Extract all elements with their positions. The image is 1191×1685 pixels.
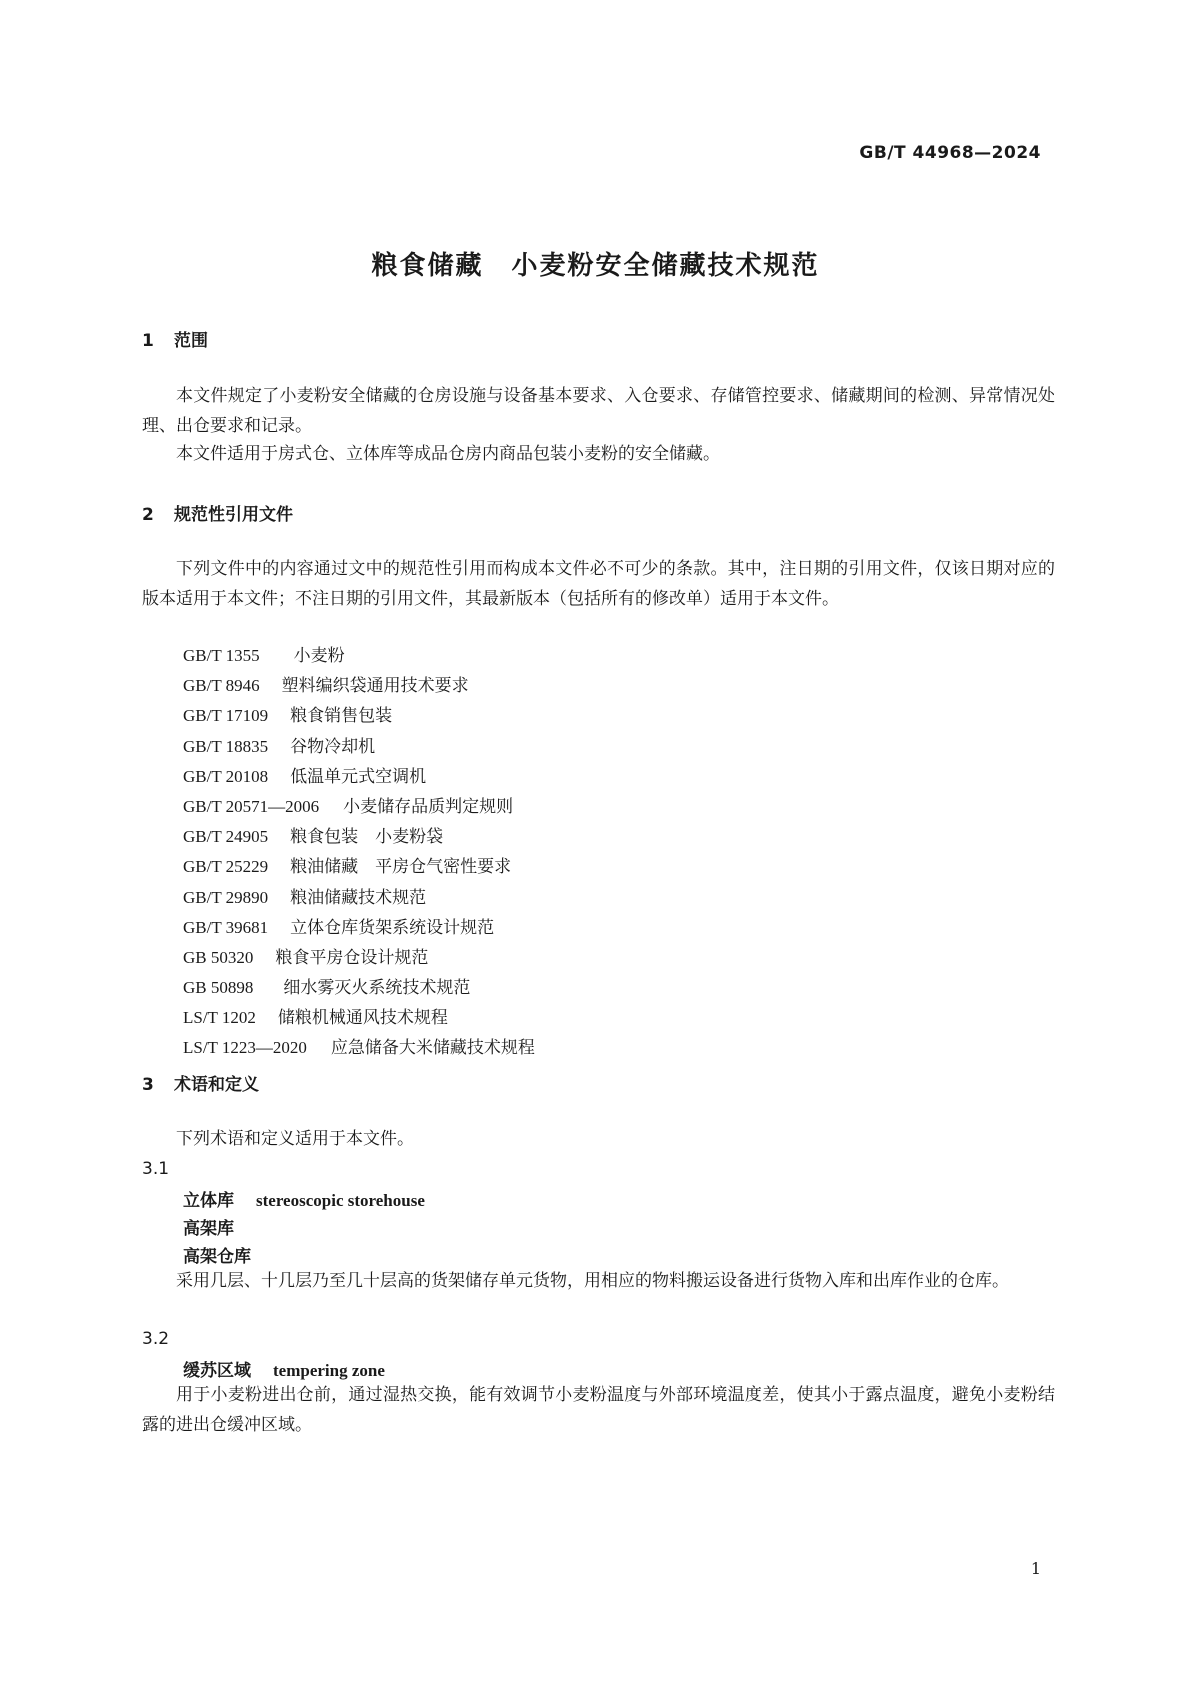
term-chinese: 立体库 — [183, 1191, 234, 1211]
document-title: 粮食储藏 小麦粉安全储藏技术规范 — [371, 251, 820, 281]
reference-code: GB/T 18835 — [183, 736, 269, 756]
reference-code: GB/T 39681 — [183, 917, 269, 937]
term-chinese: 缓苏区域 — [183, 1361, 251, 1381]
reference-item — [183, 641, 535, 671]
reference-item — [183, 732, 535, 762]
term-entry — [183, 1186, 425, 1211]
reference-item — [183, 913, 535, 943]
reference-title: 粮食销售包装 — [290, 706, 393, 727]
reference-title: 粮油储藏 平房仓气密性要求 — [290, 857, 512, 878]
term-english: tempering zone — [273, 1361, 385, 1380]
terms-intro: 下列术语和定义适用于本文件。 — [176, 1129, 414, 1149]
reference-title: 粮食包装 小麦粉袋 — [290, 827, 444, 848]
term-number: 3.1 — [142, 1159, 170, 1179]
reference-code: GB/T 20108 — [183, 766, 269, 786]
reference-title: 粮食平房仓设计规范 — [275, 947, 429, 968]
reference-title: 低温单元式空调机 — [290, 766, 427, 787]
reference-title: 粮油储藏技术规范 — [290, 887, 427, 908]
reference-item — [183, 943, 535, 973]
reference-item — [183, 792, 535, 822]
reference-title: 储粮机械通风技术规程 — [277, 1008, 448, 1029]
reference-code: GB/T 1355 — [183, 646, 260, 665]
standard-number: GB/T 44968—2024 — [859, 143, 1041, 163]
section-title: 规范性引用文件 — [174, 505, 293, 525]
section-title: 范围 — [174, 331, 208, 351]
term-synonym: 高架库 — [183, 1219, 234, 1239]
reference-item — [183, 852, 535, 882]
reference-code: GB/T 24905 — [183, 827, 269, 847]
reference-item — [183, 762, 535, 792]
reference-code: GB 50898 — [183, 978, 254, 998]
reference-title: 立体仓库货架系统设计规范 — [290, 917, 495, 938]
reference-list — [183, 641, 535, 1064]
reference-title: 小麦储存品质判定规则 — [343, 796, 514, 817]
reference-title: 塑料编织袋通用技术要求 — [281, 676, 469, 697]
reference-code: GB/T 29890 — [183, 887, 269, 907]
reference-code: LS/T 1223—2020 — [183, 1038, 307, 1058]
reference-item — [183, 883, 535, 913]
normative-refs-intro: 下列文件中的内容通过文中的规范性引用而构成本文件必不可少的条款。其中，注日期的引用文件，仅该日期对应的版本适用于本文件；不注日期的引用文件，其最新版本（包括所有的修改单）适用于本文件。 — [142, 559, 1055, 609]
section-3-heading — [142, 1070, 259, 1095]
term-english: stereoscopic storehouse — [256, 1191, 425, 1210]
reference-item — [183, 973, 535, 1003]
term-synonym: 高架仓库 — [183, 1247, 251, 1267]
scope-paragraph-1: 本文件规定了小麦粉安全储藏的仓房设施与设备基本要求、入仓要求、存储管控要求、储藏期间的检测、异常情况处理、出仓要求和记录。 — [142, 386, 1055, 436]
reference-item — [183, 671, 535, 701]
section-2-heading — [142, 500, 293, 525]
reference-item — [183, 822, 535, 852]
reference-title: 小麦粉 — [293, 646, 345, 666]
reference-code: GB/T 25229 — [183, 857, 269, 877]
reference-code: GB/T 20571—2006 — [183, 796, 320, 816]
reference-code: LS/T 1202 — [183, 1008, 256, 1028]
term-definition: 采用几层、十几层乃至几十层高的货架储存单元货物，用相应的物料搬运设备进行货物入库和出库作业的仓库。 — [176, 1271, 1009, 1291]
reference-title: 应急储备大米储藏技术规程 — [330, 1038, 535, 1059]
reference-item — [183, 1033, 535, 1063]
reference-code: GB/T 17109 — [183, 706, 269, 726]
section-title: 术语和定义 — [174, 1075, 259, 1095]
term-definition: 用于小麦粉进出仓前，通过湿热交换，能有效调节小麦粉温度与外部环境温度差，使其小于露点温度，避免小麦粉结露的进出仓缓冲区域。 — [142, 1385, 1055, 1435]
reference-title: 细水雾灭火系统技术规范 — [283, 978, 471, 999]
reference-item — [183, 701, 535, 731]
scope-paragraph-2: 本文件适用于房式仓、立体库等成品仓房内商品包装小麦粉的安全储藏。 — [176, 444, 720, 464]
page-number: 1 — [1030, 1559, 1041, 1578]
section-number: 3 — [142, 1075, 154, 1095]
reference-item — [183, 1003, 535, 1033]
reference-code: GB 50320 — [183, 947, 254, 967]
term-number: 3.2 — [142, 1329, 170, 1349]
section-1-heading — [142, 326, 208, 351]
reference-code: GB/T 8946 — [183, 676, 260, 696]
section-number: 2 — [142, 505, 154, 525]
reference-title: 谷物冷却机 — [290, 736, 376, 757]
section-number: 1 — [142, 331, 154, 351]
term-entry — [183, 1356, 385, 1381]
